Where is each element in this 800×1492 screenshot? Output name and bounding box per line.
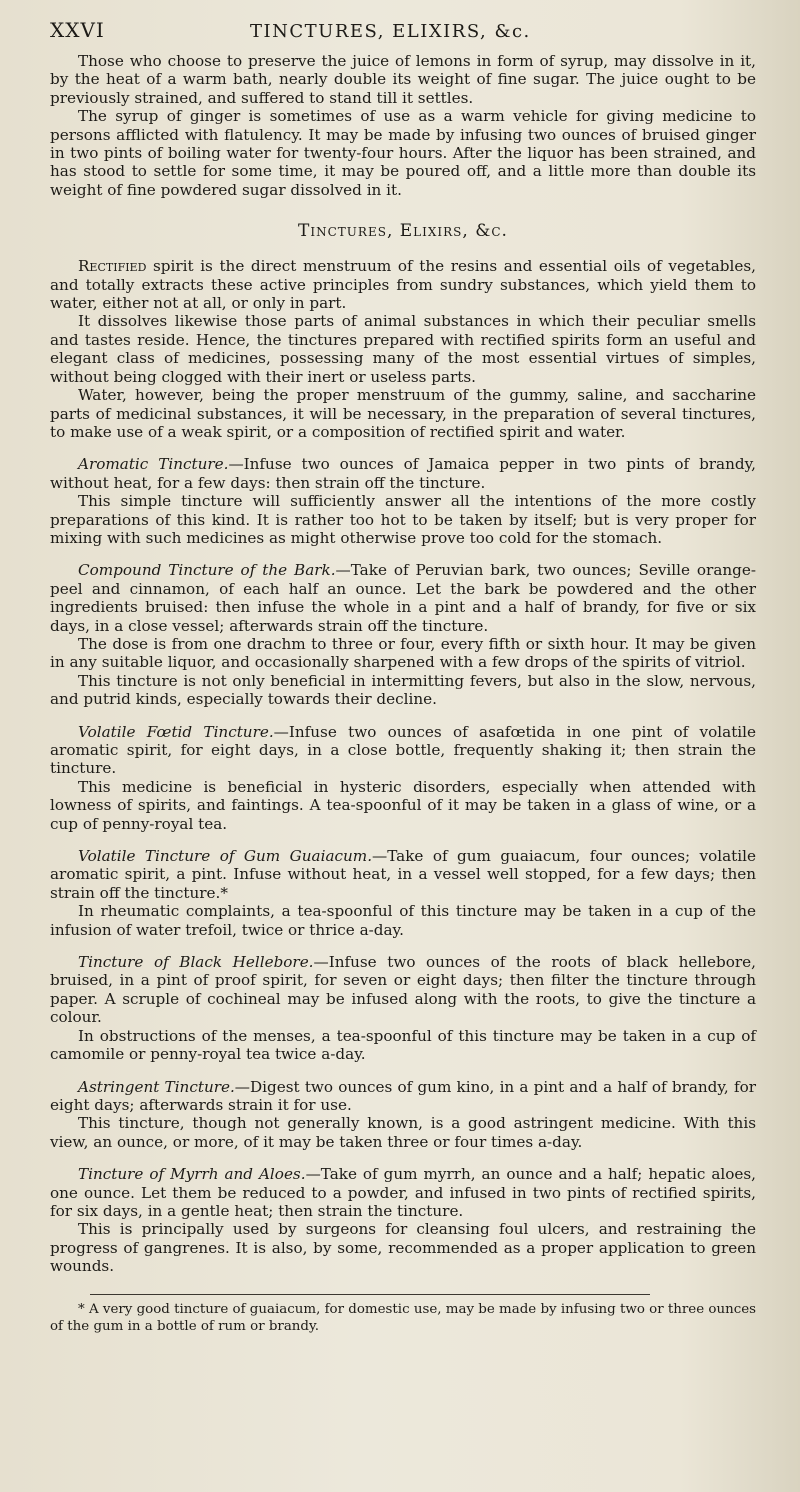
entry-volatile-foetid-tincture bbox=[50, 723, 756, 833]
entry-text: —Infuse two ounces of asafœtida in one pint of volatile aromatic spirit, for eight days, in a close bottle, frequently shaking it; then strain the tincture. bbox=[50, 722, 756, 778]
entry-title: Tincture of Black Hellebore. bbox=[78, 953, 314, 972]
entry-note: In obstructions of the menses, a tea-spoonful of this tincture may be taken in a cup of camomile or penny-royal tea twice a-day. bbox=[50, 1026, 756, 1064]
footnote: * A very good tincture of guaiacum, for domestic use, may be made by infusing two or three ounces of the gum in a bottle of rum or brandy. bbox=[50, 1301, 756, 1334]
entry-note: This tincture, though not generally known, is a good astringent medicine. With this view, an ounce, or more, of it may be taken three or four times a-day. bbox=[50, 1114, 756, 1151]
entry-text: —Digest two ounces of gum kino, in a pint and a half of brandy, for eight days; afterwards strain it for use. bbox=[50, 1077, 756, 1114]
intro-paragraph: Those who choose to preserve the juice of lemons in form of syrup, may dissolve in it, by the heat of a warm bath, nearly double its weight of fine sugar. The juice ought to be previously strained, and suffered to stand till it settles. bbox=[50, 52, 756, 107]
entry-text: —Infuse two ounces of the roots of black hellebore, bruised, in a pint of proof spirit, for seven or eight days; then filter the tincture through paper. A scruple of cochineal may be infused along with the roots, to give the tincture a colour. bbox=[50, 953, 756, 1027]
section-title: Tinctures, Elixirs, &c. bbox=[298, 221, 508, 242]
entry-title: Compound Tincture of the Bark. bbox=[78, 561, 336, 580]
entry-note: The dose is from one drachm to three or four, every fifth or sixth hour. It may be given in any suitable liquor, and occasionally sharpened with a few drops of the spirits of vitriol. bbox=[50, 634, 756, 672]
entry-title: Tincture of Myrrh and Aloes. bbox=[78, 1165, 306, 1184]
entry-aromatic-tincture bbox=[50, 455, 756, 547]
entry-volatile-tincture-guaiacum bbox=[50, 847, 756, 939]
intro-paragraph: The syrup of ginger is sometimes of use as a warm vehicle for giving medicine to persons afflicted with flatulency. It may be made by infusing two ounces of bruised ginger in two pints of boiling water for twenty-four hours. After the liquor has been strained, and has stood to settle for some time, it may be poured off, and a little more than double its weight of fine powdered sugar dissolved in it. bbox=[50, 107, 756, 199]
page-header bbox=[50, 18, 756, 42]
entry-note: This is principally used by surgeons for cleansing foul ulcers, and restraining the progress of gangrenes. It is also, by some, recommended as a proper application to green wounds. bbox=[50, 1220, 756, 1276]
entry-title: Volatile Tincture of Gum Guaiacum. bbox=[78, 847, 373, 866]
entry-tincture-black-hellebore bbox=[50, 953, 756, 1063]
entry-note: This tincture is not only beneficial in intermitting fevers, but also in the slow, nervous, and putrid kinds, especially towards their decline. bbox=[50, 671, 756, 709]
entry-text: —Infuse two ounces of Jamaica pepper in two pints of brandy, without heat, for a few days: then strain off the tincture. bbox=[50, 455, 756, 492]
entry-tincture-myrrh-aloes bbox=[50, 1165, 756, 1275]
entry-text: —Take of Peruvian bark, two ounces; Seville orange-peel and cinnamon, of each half an ounce. Let the bark be powdered and the other ingredients bruised: then infuse the whole in a pint and a half of brandy, for five or six days, in a close vessel; afterwards strain off the tincture. bbox=[50, 561, 756, 635]
section-intro-paragraph: Water, however, being the proper menstruum of the gummy, saline, and saccharine parts of medicinal substances, it will be necessary, in the preparation of several tinctures, to make use of a weak spirit, or a composition of rectified spirit and water. bbox=[50, 386, 756, 441]
entry-lead bbox=[50, 953, 756, 1027]
entry-note: This simple tincture will sufficiently answer all the intentions of the more costly preparations of this kind. It is rather too hot to be taken by itself; but is very proper for mixing with such medicines as might otherwise prove too cold for the stomach. bbox=[50, 492, 756, 547]
footnote-divider bbox=[90, 1294, 650, 1295]
entry-lead bbox=[50, 455, 756, 492]
lead-word: Rectified bbox=[78, 257, 147, 276]
intro-section bbox=[50, 52, 756, 199]
page-number: XXVI bbox=[50, 18, 105, 42]
entry-lead bbox=[50, 1165, 756, 1220]
entry-compound-tincture-bark bbox=[50, 561, 756, 708]
entry-title: Aromatic Tincture. bbox=[78, 455, 229, 474]
section-intro-paragraph: It dissolves likewise those parts of animal substances in which their peculiar smells and tastes reside. Hence, the tinctures prepared with rectified spirits form an useful and elegant class of medicines, possessing many of the most essential virtues of simples, without being clogged with their inert or useless parts. bbox=[50, 312, 756, 386]
entry-lead bbox=[50, 847, 756, 902]
entry-lead bbox=[50, 1078, 756, 1115]
lead-rest: spirit is the direct menstruum of the resins and essential oils of vegetables, and totally extracts these active principles from sundry substances, which yield them to water, either not at all, or only in part. bbox=[50, 257, 756, 313]
running-title: TINCTURES, ELIXIRS, &c. bbox=[250, 21, 531, 42]
entry-note: This medicine is beneficial in hysteric disorders, especially when attended with lowness of spirits, and faintings. A tea-spoonful of it may be taken in a glass of wine, or a cup of penny-royal tea. bbox=[50, 777, 756, 833]
entry-text: —Take of gum myrrh, an ounce and a half; hepatic aloes, one ounce. Let them be reduced to a powder, and infused in two pints of rectified spirits, for six days, in a gentle heat; then strain the tincture. bbox=[50, 1165, 756, 1220]
entry-astringent-tincture bbox=[50, 1078, 756, 1152]
entry-title: Astringent Tincture. bbox=[78, 1077, 235, 1096]
entry-title: Volatile Fœtid Tincture. bbox=[78, 722, 274, 741]
entry-note: In rheumatic complaints, a tea-spoonful of this tincture may be taken in a cup of the infusion of water trefoil, twice or thrice a-day. bbox=[50, 902, 756, 939]
entry-text: —Take of gum guaiacum, four ounces; volatile aromatic spirit, a pint. Infuse without heat, in a vessel well stopped, for a few days; then strain off the tincture.* bbox=[50, 847, 756, 902]
entry-lead bbox=[50, 561, 756, 635]
entry-lead bbox=[50, 723, 756, 778]
section-intro-lead bbox=[50, 257, 756, 312]
section-intro bbox=[50, 257, 756, 441]
